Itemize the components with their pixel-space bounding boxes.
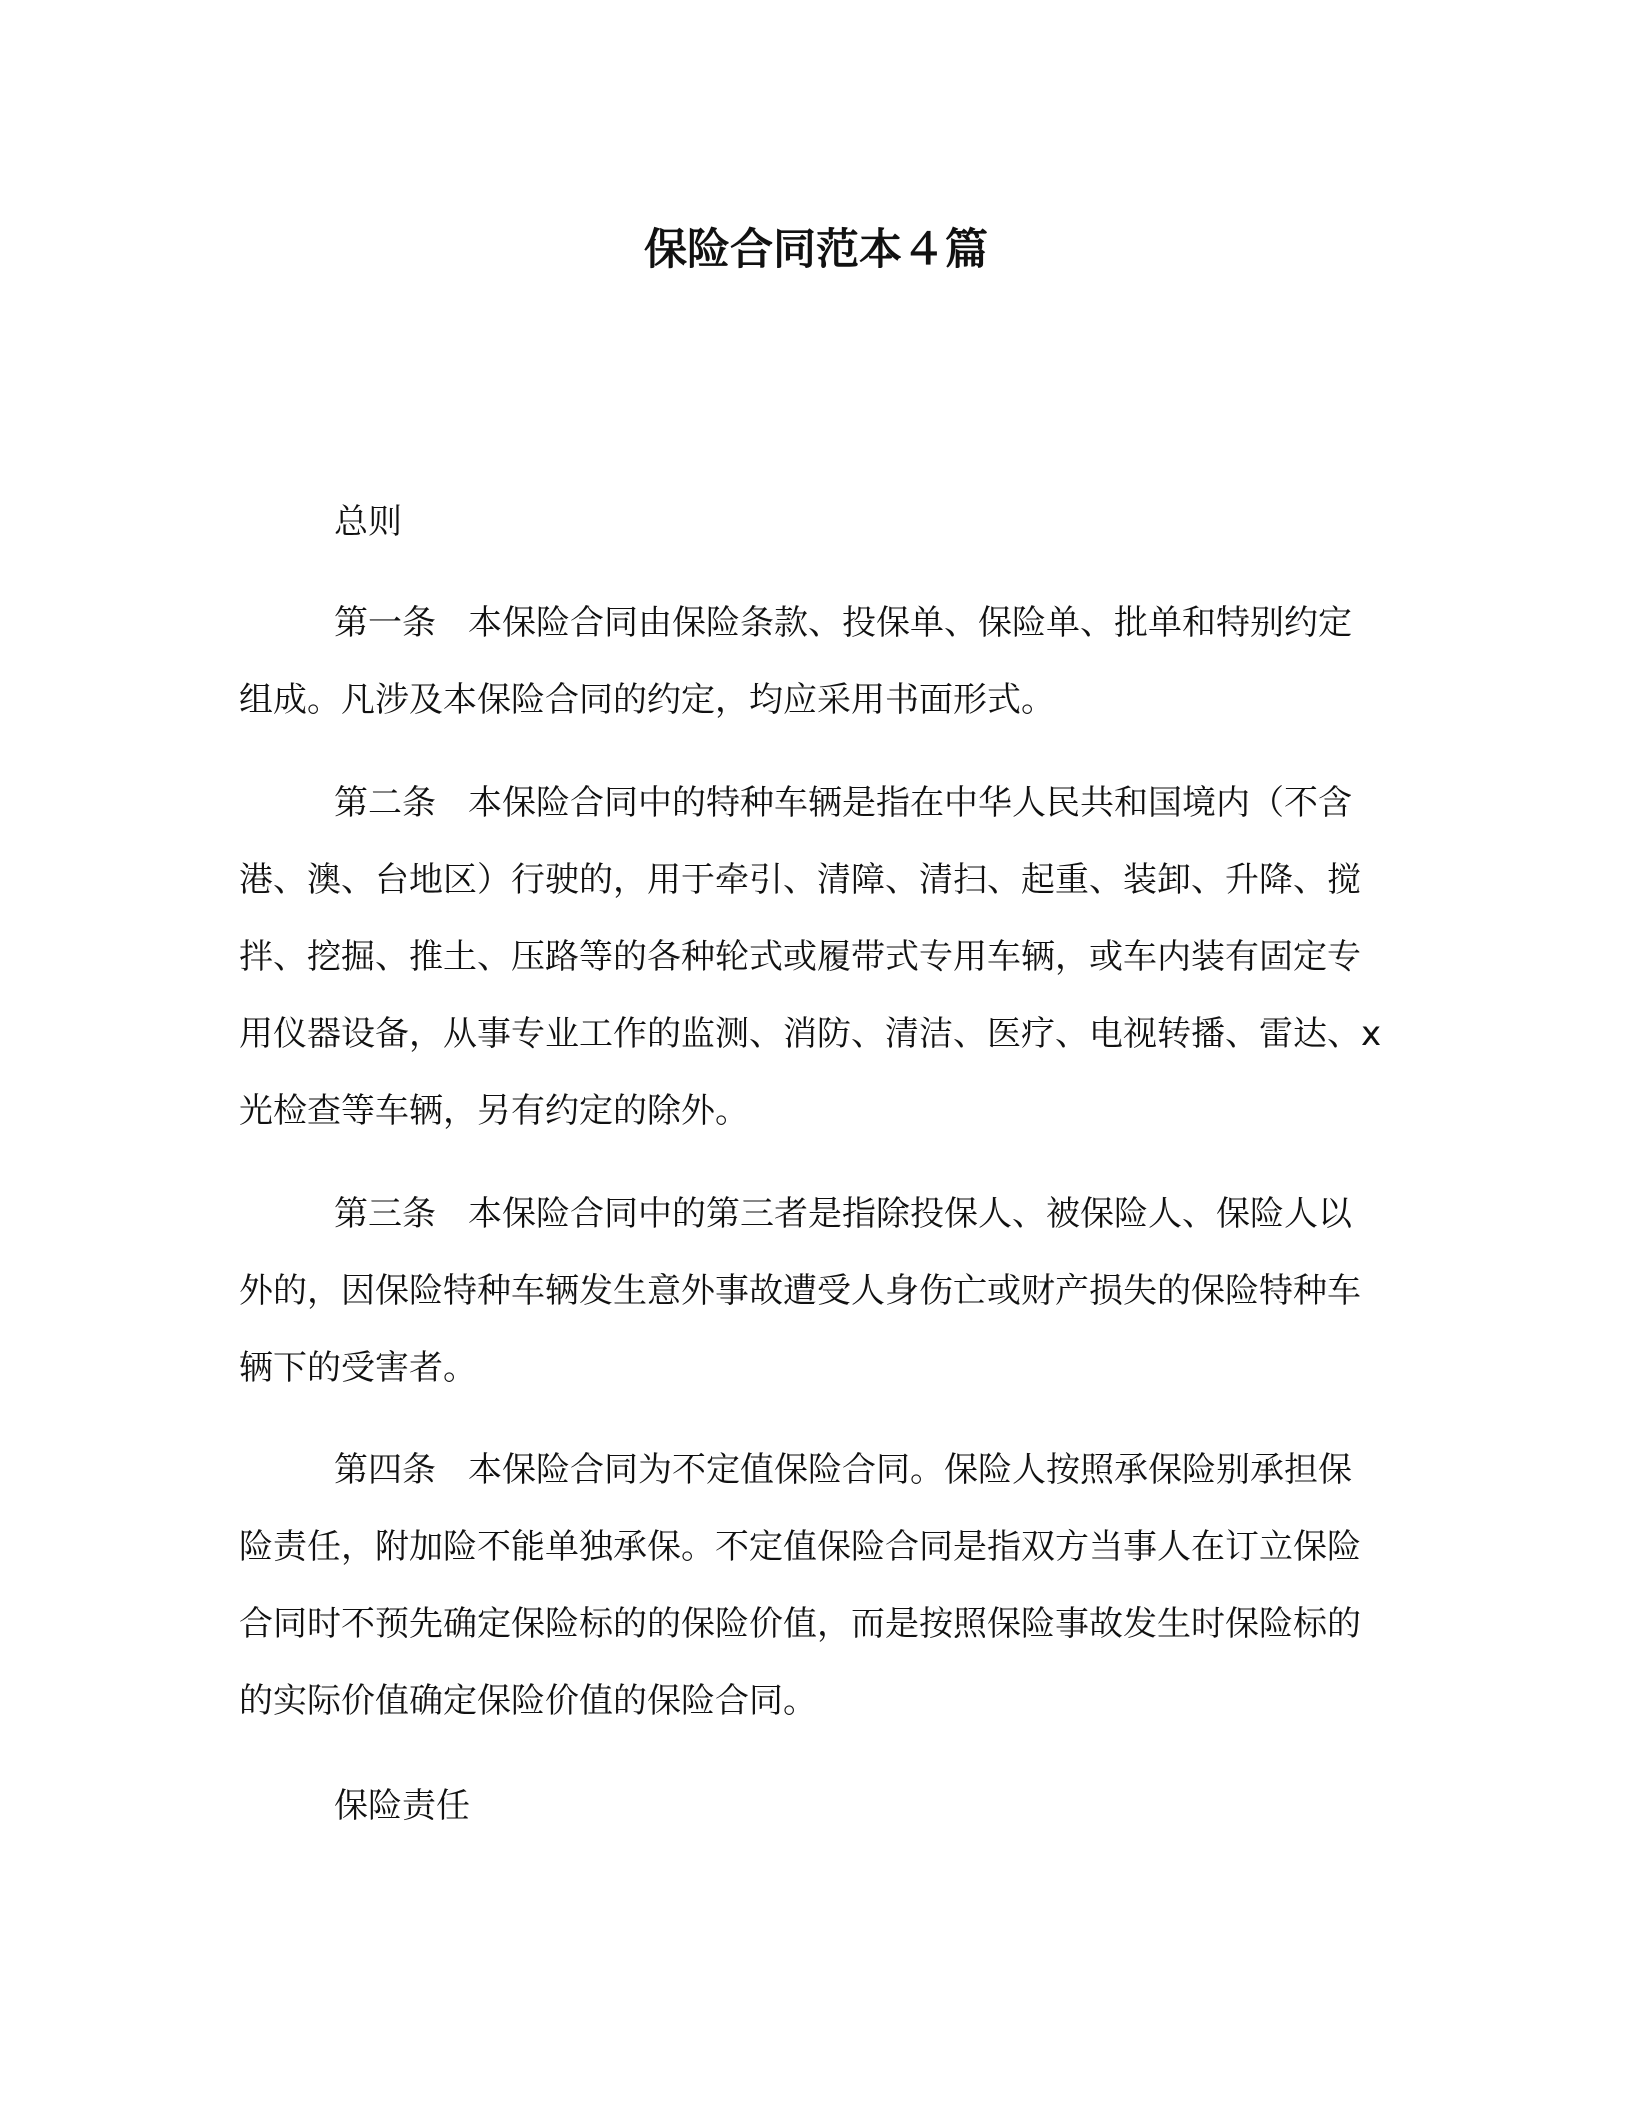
article-number: 第一条 [334,603,436,643]
article-4 [239,1432,1384,1740]
article-text: 本保险合同中的特种车辆是指在中华人民共和国境内（不含港、澳、台地区）行驶的，用于牵引、清障、清扫、起重、装卸、升降、搅拌、挖掘、推土、压路等的各种轮式或履带式专用车辆，或车内装有固定专用仪器设备，从事专业工作的监测、消防、清洁、医疗、电视转播、雷达、x 光检查等车辆，另有约定的除外。 [239,783,1382,1131]
article-text: 本保险合同由保险条款、投保单、保险单、批单和特别约定组成。凡涉及本保险合同的约定，均应采用书面形式。 [239,603,1352,720]
article-3 [239,1176,1384,1407]
article-number: 第二条 [334,783,436,823]
article-text: 本保险合同为不定值保险合同。保险人按照承保险别承担保险责任，附加险不能单独承保。不定值保险合同是指双方当事人在订立保险合同时不预先确定保险标的的保险价值，而是按照保险事故发生时保险标的的实际价值确定保险价值的保险合同。 [239,1450,1361,1721]
section-heading-liability: 保险责任 [334,1786,470,1826]
article-2 [239,765,1384,1150]
document-title: 保险合同范本４篇 [644,225,988,275]
article-1 [239,585,1384,739]
article-text: 本保险合同中的第三者是指除投保人、被保险人、保险人以外的，因保险特种车辆发生意外事故遭受人身伤亡或财产损失的保险特种车辆下的受害者。 [239,1194,1361,1388]
article-number: 第四条 [334,1450,436,1490]
article-number: 第三条 [334,1194,436,1234]
section-heading-general: 总则 [334,502,402,542]
